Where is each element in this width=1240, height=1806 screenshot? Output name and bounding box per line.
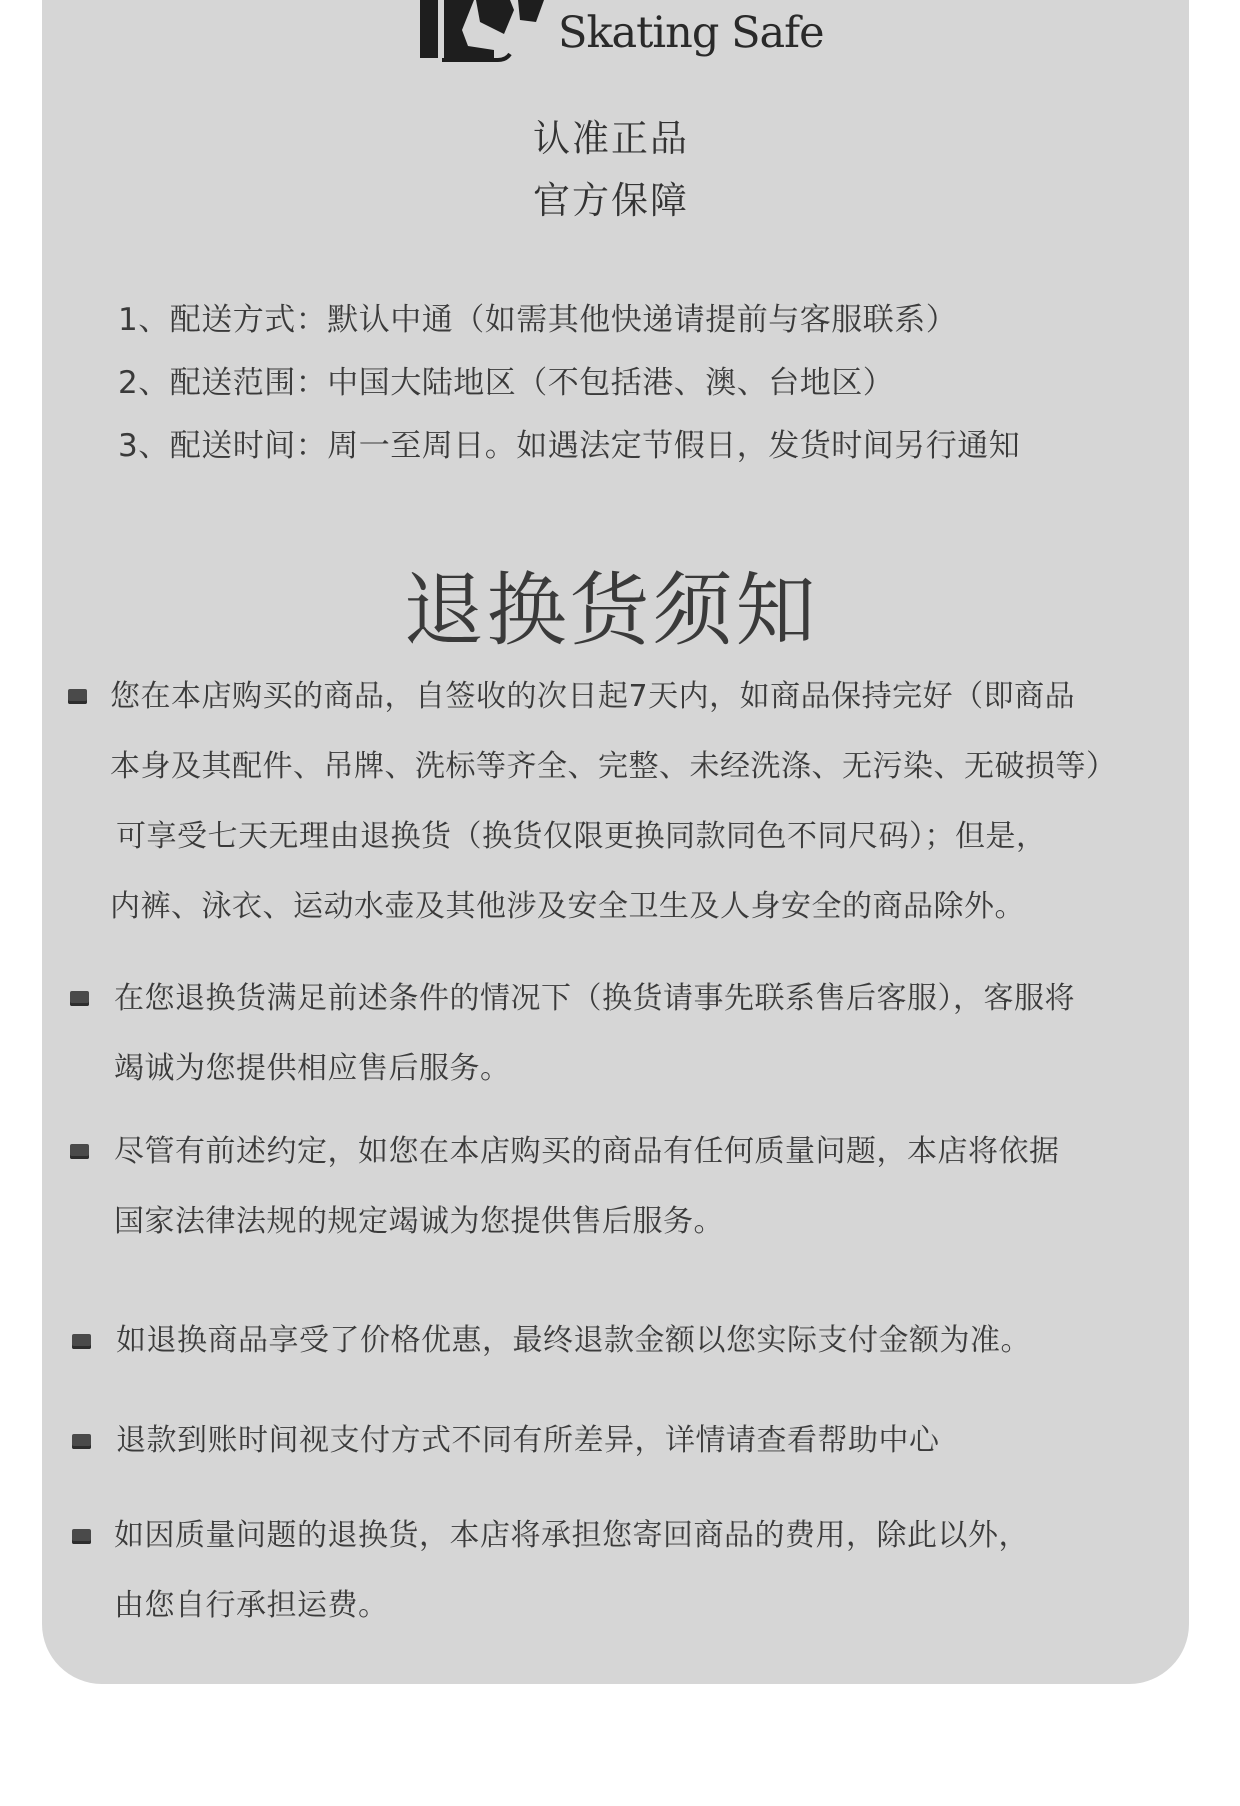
returns-item-line: 如因质量问题的退换货，本店将承担您寄回商品的费用，除此以外，	[114, 1518, 1029, 1553]
returns-item-line: 如退换商品享受了价格优惠，最终退款金额以您实际支付金额为准。	[116, 1323, 1031, 1358]
returns-item-seven-day	[110, 662, 1190, 942]
returns-item-line: 尽管有前述约定，如您在本店购买的商品有任何质量问题，本店将依据	[114, 1134, 1060, 1169]
bullet-icon	[72, 1529, 91, 1544]
returns-item-line: 可享受七天无理由退换货（换货仅限更换同款同色不同尺码）；但是，	[116, 819, 1047, 854]
returns-item-line: 竭诚为您提供相应售后服务。	[114, 1051, 511, 1086]
shipping-range: 2、配送范围：中国大陆地区（不包括港、澳、台地区）	[118, 365, 895, 401]
shipping-method: 1、配送方式：默认中通（如需其他快递请提前与客服联系）	[118, 302, 958, 338]
returns-item-discount	[116, 1306, 1196, 1376]
returns-item-line: 内裤、泳衣、运动水壶及其他涉及安全卫生及人身安全的商品除外。	[110, 889, 1025, 924]
brand-logo	[410, 0, 824, 66]
returns-item-line: 在您退换货满足前述条件的情况下（换货请事先联系售后客服），客服将	[114, 981, 1075, 1016]
returns-item-shipping-cost	[114, 1501, 1194, 1641]
returns-title: 退换货须知	[403, 564, 819, 657]
shipping-info	[118, 298, 1118, 487]
returns-item-quality	[114, 1117, 1194, 1257]
bullet-icon	[70, 991, 89, 1006]
returns-item-line: 本身及其配件、吊牌、洗标等齐全、完整、未经洗涤、无污染、无破损等）	[110, 749, 1117, 784]
bullet-icon	[68, 689, 87, 704]
returns-item-service	[114, 964, 1194, 1104]
returns-item-line: 国家法律法规的规定竭诚为您提供售后服务。	[114, 1204, 724, 1239]
tagline-authentic: 认准正品	[533, 117, 689, 160]
returns-item-line: 退款到账时间视支付方式不同有所差异，详情请查看帮助中心	[116, 1423, 940, 1458]
skater-logo-icon	[414, 0, 554, 62]
bullet-icon	[70, 1144, 89, 1159]
returns-item-line: 由您自行承担运费。	[114, 1588, 389, 1623]
logo-text: Skating Safe	[558, 8, 824, 58]
bullet-icon	[72, 1334, 91, 1349]
bullet-icon	[72, 1434, 91, 1449]
shipping-time: 3、配送时间：周一至周日。如遇法定节假日，发货时间另行通知	[118, 428, 1021, 464]
returns-item-line: 您在本店购买的商品，自签收的次日起7天内，如商品保持完好（即商品	[110, 679, 1076, 714]
returns-item-refund-time	[116, 1406, 1196, 1476]
tagline-official-guarantee: 官方保障	[533, 179, 689, 222]
